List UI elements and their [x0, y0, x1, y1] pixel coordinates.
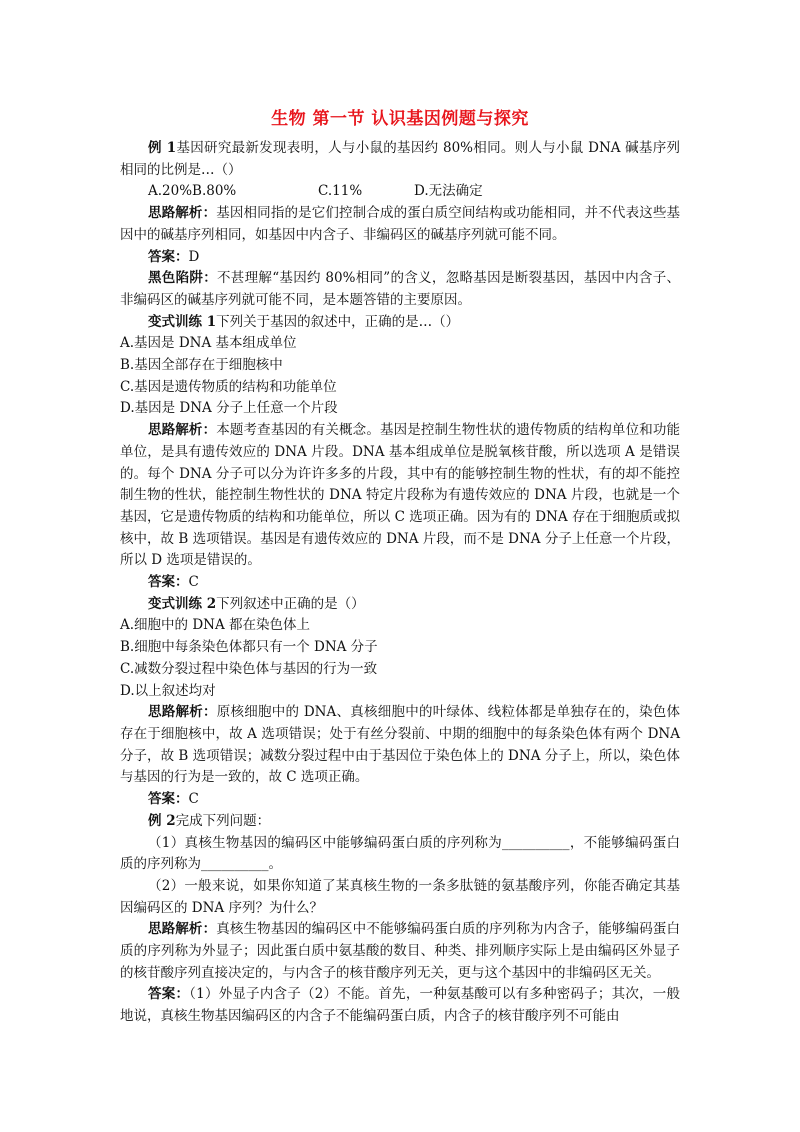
- variation-1-option-b: B.基因全部存在于细胞核中: [120, 357, 283, 374]
- variation-2-option-b: B.细胞中每条染色体都只有一个 DNA 分子: [120, 639, 378, 656]
- variation-2-analysis: 思路解析：原核细胞中的 DNA、真核细胞中的叶绿体、线粒体都是单独存在的，染色体存在于细胞核中，故 A 选项错误；处于有丝分裂前、中期的细胞中的每条染色体有两个 DNA 分子，故 B 选项错误；减数分裂过程中由于基因位于染色体上的 DNA 分子上，所以，染色体与基因的行为是一致的，故 C 选项正确。: [120, 704, 680, 786]
- example-2-stem: 例 2完成下列问题：: [148, 812, 271, 829]
- variation-1-label: 变式训练 1: [148, 313, 217, 330]
- example-1-options: A.20%B.80% C.11% D.无法确定: [148, 183, 483, 200]
- example-2-question-2: （2）一般来说，如果你知道了某真核生物的一条多肽链的氨基酸序列，你能否确定其基因编码区的 DNA 序列？为什么？: [120, 877, 680, 916]
- variation-2-stem: 变式训练 2下列叙述中正确的是（）: [148, 595, 365, 612]
- example-2-analysis: 思路解析：真核生物基因的编码区中不能够编码蛋白质的序列称为内含子，能够编码蛋白质的序列称为外显子；因此蛋白质中氨基酸的数目、种类、排列顺序实际上是由编码区外显子的核苷酸序列直接决定的，与内含子的核苷酸序列无关，更与这个基因中的非编码区无关。: [120, 921, 681, 981]
- example-1-answer: 答案：D: [148, 248, 200, 265]
- variation-1-option-a: A.基因是 DNA 基本组成单位: [120, 335, 297, 352]
- example-2-answer: 答案：（1）外显子内含子（2）不能。首先，一种氨基酸可以有多种密码子；其次，一般地说，真核生物基因编码区的内含子不能编码蛋白质，内含子的核苷酸序列不可能由: [120, 986, 681, 1025]
- variation-1-option-c: C.基因是遗传物质的结构和功能单位: [120, 378, 337, 395]
- document-body: [120, 138, 680, 1028]
- variation-1-option-d: D.基因是 DNA 分子上任意一个片段: [120, 400, 338, 417]
- variation-2-option-c: C.减数分裂过程中染色体与基因的行为一致: [120, 660, 378, 677]
- variation-2-label: 变式训练 2: [148, 595, 217, 612]
- example-1-stem: 例 1基因研究最新发现表明，人与小鼠的基因约 80%相同。则人与小鼠 DNA 碱基序列相同的比例是…（）: [120, 140, 681, 178]
- example-2-question-1: （1）真核生物基因的编码区中能够编码蛋白质的序列称为__________，不能够编码蛋白质的序列称为__________。: [120, 834, 680, 873]
- variation-1-stem: 变式训练 1下列关于基因的叙述中，正确的是…（）: [148, 313, 460, 330]
- variation-2-answer: 答案：C: [148, 791, 199, 808]
- variation-2-option-d: D.以上叙述均对: [120, 682, 216, 699]
- variation-1-answer: 答案：C: [148, 574, 199, 591]
- variation-1-analysis: 思路解析：本题考查基因的有关概念。基因是控制生物性状的遗传物质的结构单位和功能单位，是具有遗传效应的 DNA 片段。DNA 基本组成单位是脱氧核苷酸，所以选项 A 是错误的。每个 DNA 分子可以分为许许多多的片段，其中有的能够控制生物的性状，有的却不能控制生物的性状，能控制生物性状的 DNA 特定片段称为有遗传效应的 DNA 片段，也就是一个基因，它是遗传物质的结构和功能单位，所以 C 选项正确。因为有的 DNA 存在于细胞质或拟核中，故 B 选项错误。基因是有遗传效应的 DNA 片段，而不是 DNA 分子上任意一个片段，所以 D 选项是错误的。: [120, 422, 681, 569]
- example-2-label: 例 2: [148, 812, 176, 829]
- example-1-trap: 黑色陷阱：不甚理解“基因约 80%相同”的含义，忽略基因是断裂基因，基因中内含子、非编码区的碱基序列就可能不同，是本题答错的主要原因。: [120, 270, 680, 308]
- page-title: 生物 第一节 认识基因例题与探究: [271, 109, 529, 129]
- example-1-label: 例 1: [148, 140, 177, 156]
- variation-2-option-a: A.细胞中的 DNA 都在染色体上: [120, 617, 311, 634]
- example-1-analysis: 思路解析：基因相同指的是它们控制合成的蛋白质空间结构或功能相同，并不代表这些基因中的碱基序列相同，如基因中内含子、非编码区的碱基序列就可能不同。: [120, 205, 681, 243]
